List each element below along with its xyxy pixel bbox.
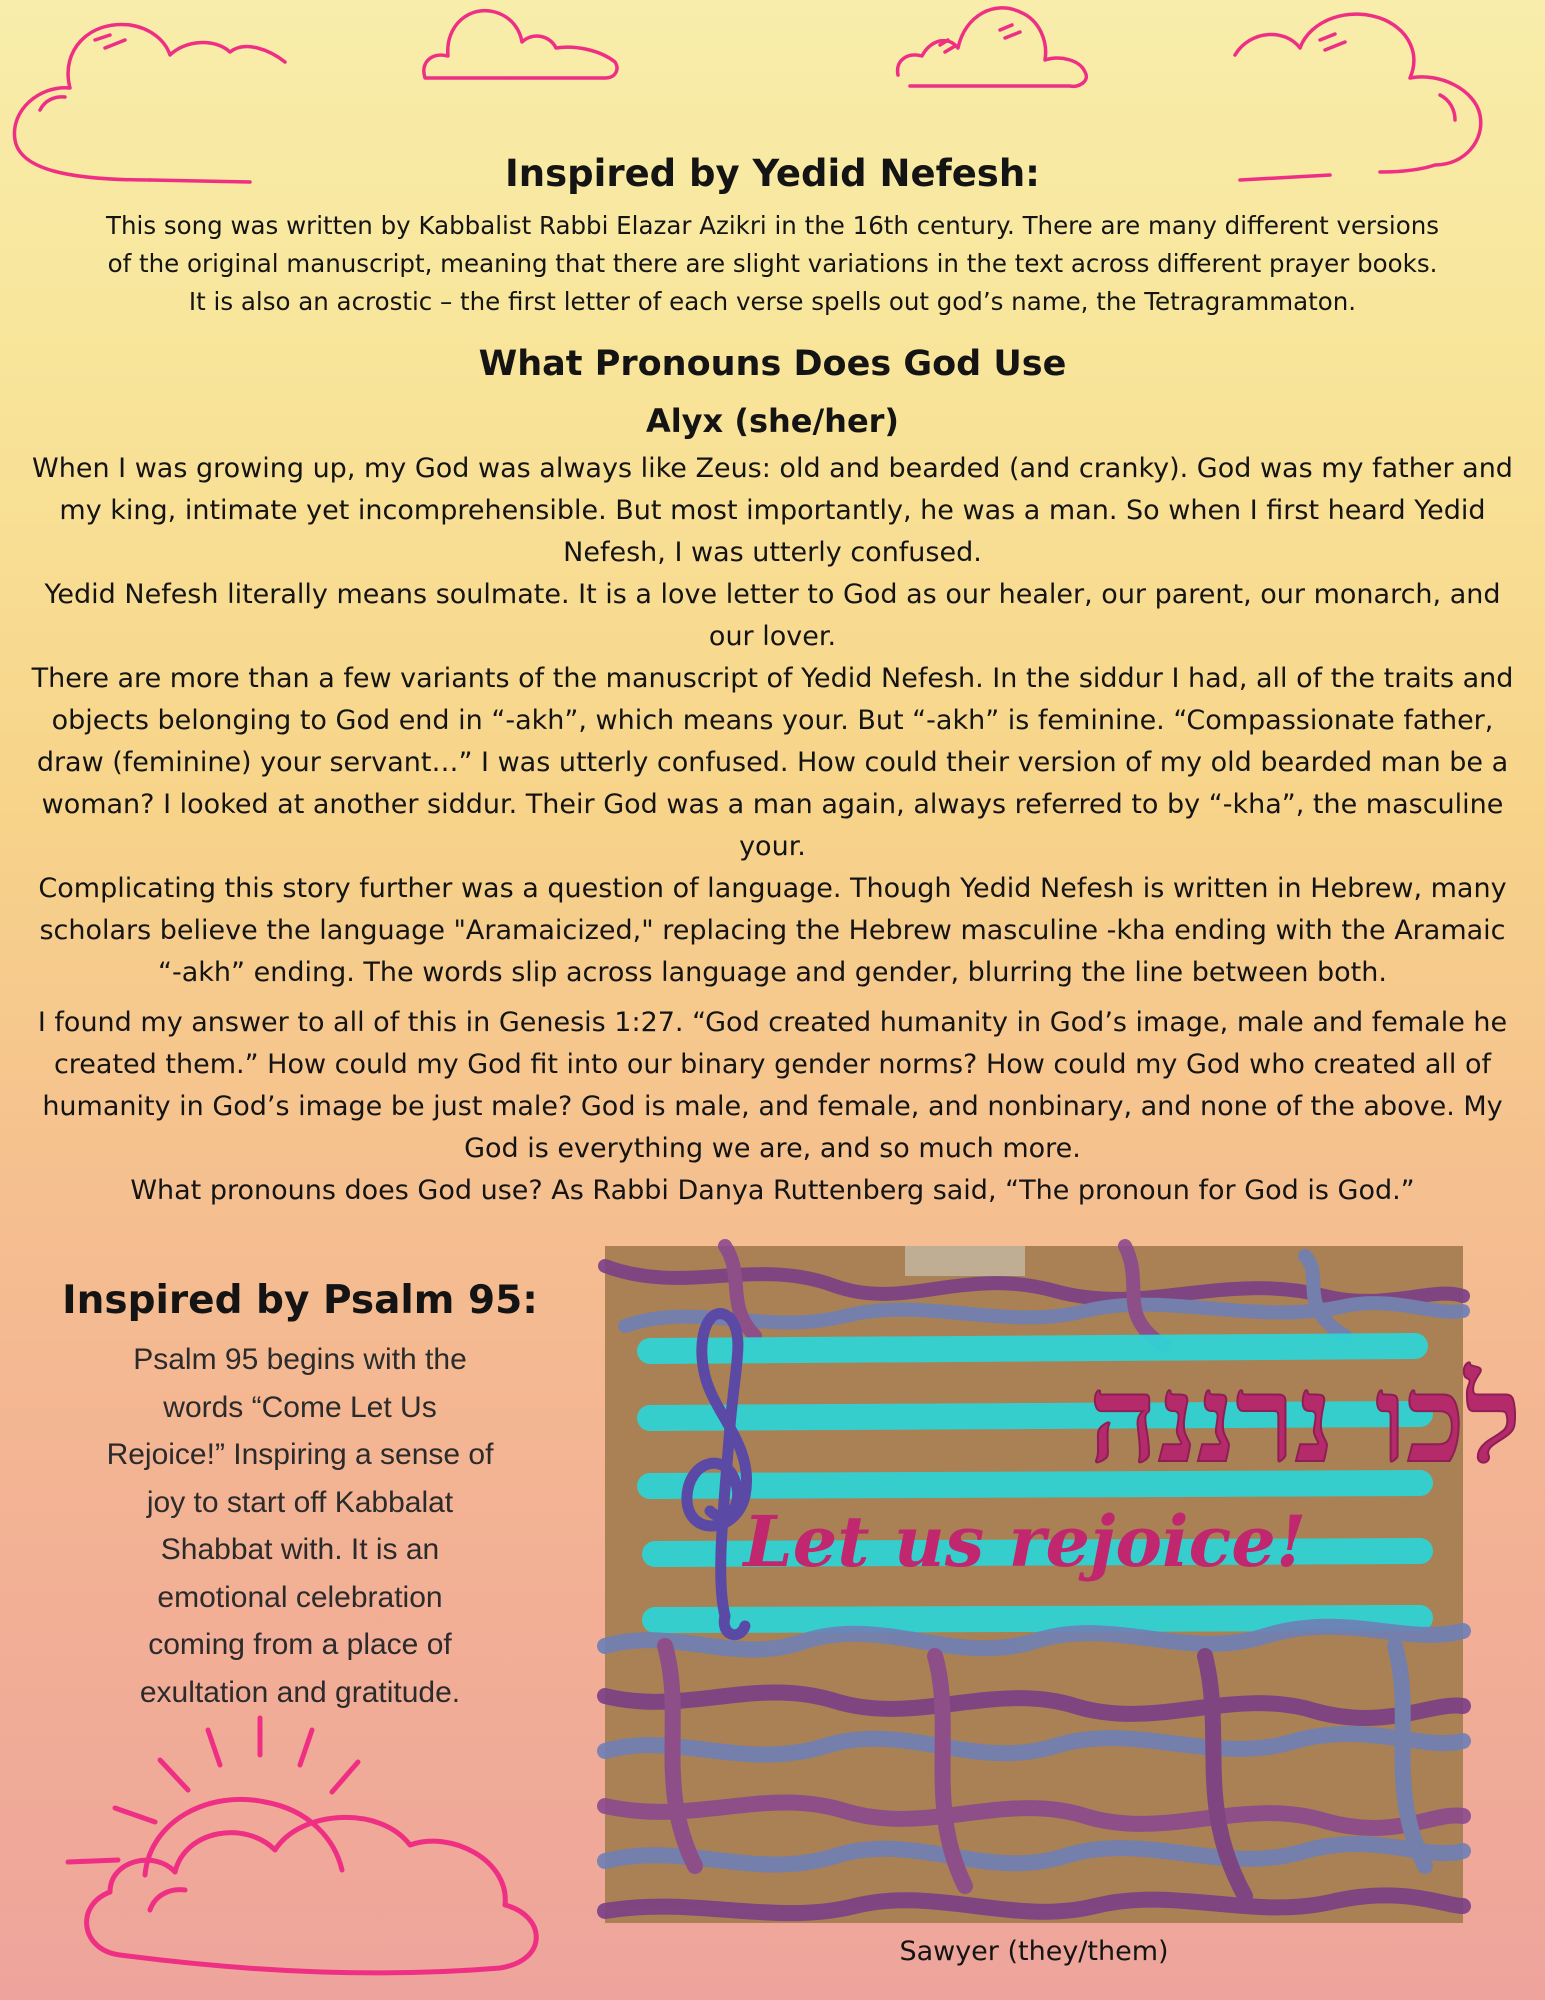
essay-paragraph: I found my answer to all of this in Genesis 1:27. “God created humanity in God’s image, male and female he created them.” How could my God fit into our binary gender norms? How could my God who created all of humanity in God’s image be just male? God is male, and female, and nonbinary, and none of the above. My God is everything we are, and so much more. xyxy=(37,1007,1508,1164)
intro-line: It is also an acrostic – the first letter of each verse spells out god’s name, the Tetragrammaton. xyxy=(188,287,1357,316)
intro-line: of the original manuscript, meaning that there are slight variations in the text across different prayer books. xyxy=(107,249,1438,278)
essay-paragraph: What pronouns does God use? As Rabbi Danya Ruttenberg said, “The pronoun for God is God.” xyxy=(130,1175,1415,1206)
psalm-line: joy to start off Kabbalat xyxy=(146,1485,454,1519)
artwork-english-text: Let us rejoice! xyxy=(743,1500,1307,1583)
painting-svg xyxy=(605,1246,1522,1923)
psalm-line: words “Come Let Us xyxy=(163,1390,437,1424)
intro-line: This song was written by Kabbalist Rabbi Elazar Azikri in the 16th century. There are many different versions xyxy=(106,211,1439,240)
psalm-line: emotional celebration xyxy=(157,1580,443,1614)
essay-author: Alyx (she/her) xyxy=(645,402,900,440)
sun-cloud-icon xyxy=(60,1710,580,1980)
psalm-line: coming from a place of xyxy=(148,1628,452,1661)
essay-title: What Pronouns Does God Use xyxy=(478,344,1067,384)
artwork-painting xyxy=(605,1246,1522,1923)
yedid-nefesh-intro xyxy=(60,207,1485,321)
essay-paragraph: Yedid Nefesh literally means soulmate. It is a love letter to God as our healer, our parent, our monarch, and our lover. xyxy=(44,579,1501,652)
artwork-hebrew-text: לכו נרננה xyxy=(1088,1349,1522,1490)
psalm-line: Rejoice!” Inspiring a sense of xyxy=(106,1438,494,1471)
essay-body xyxy=(30,448,1515,1212)
artwork-caption: Sawyer (they/them) xyxy=(899,1936,1169,1967)
psalm-line: Shabbat with. It is an xyxy=(160,1533,440,1566)
psalm-line: Psalm 95 begins with the xyxy=(133,1343,467,1376)
psalm-line: exultation and gratitude. xyxy=(139,1675,461,1709)
psalm-body xyxy=(60,1336,540,1716)
yedid-nefesh-title: Inspired by Yedid Nefesh: xyxy=(505,152,1040,195)
essay-paragraph: When I was growing up, my God was always like Zeus: old and bearded (and cranky). God was my father and my king, intimate yet incomprehensible. But most importantly, he was a man. So when I first heard Yedid Nefesh, I was utterly confused. xyxy=(32,453,1513,568)
essay-paragraph: There are more than a few variants of the manuscript of Yedid Nefesh. In the siddur I had, all of the traits and objects belonging to God end in “-akh”, which means your. But “-akh” is feminine. “Compassionate father, draw (feminine) your servant…” I was utterly confused. How could their version of my old bearded man be a woman? I looked at another siddur. Their God was a man again, always referred to by “-kha”, the masculine your. xyxy=(31,663,1514,862)
psalm-title: Inspired by Psalm 95: xyxy=(62,1278,538,1323)
essay-paragraph: Complicating this story further was a question of language. Though Yedid Nefesh is written in Hebrew, many scholars believe the language "Aramaicized," replacing the Hebrew masculine -kha ending with the Aramaic “-akh” ending. The words slip across language and gender, blurring the line between both. xyxy=(38,873,1507,988)
